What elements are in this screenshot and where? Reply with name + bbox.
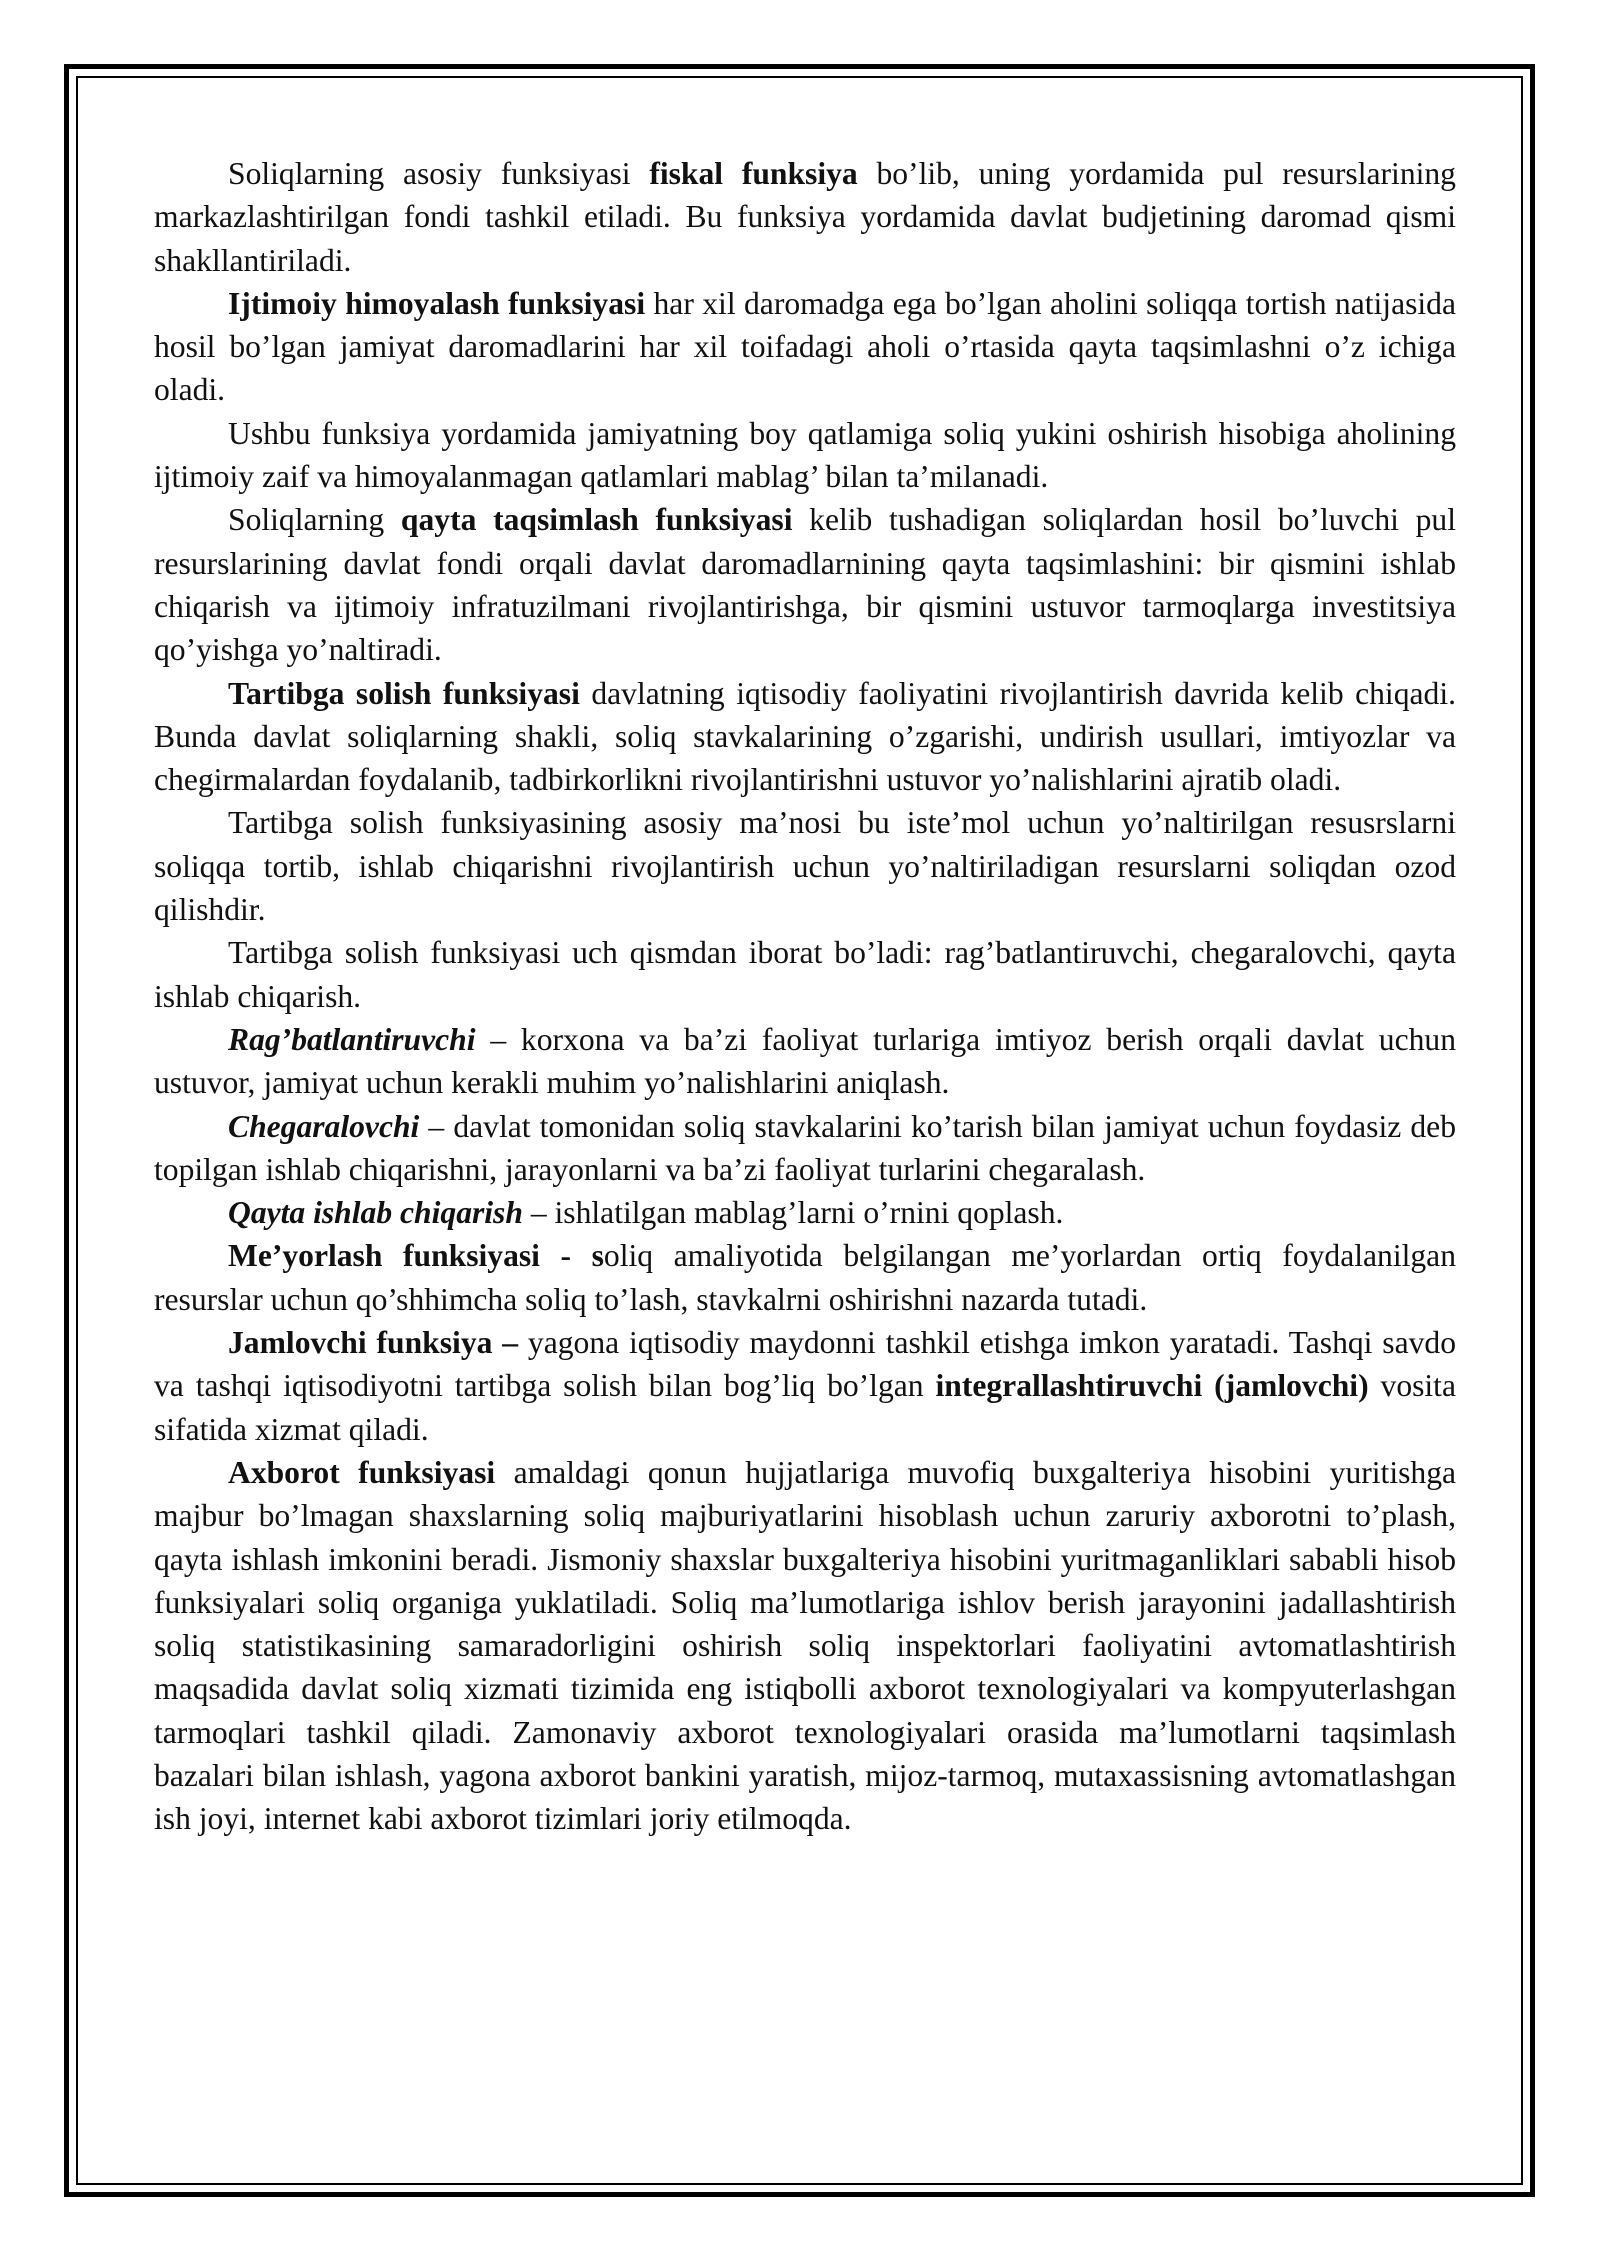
paragraph: [154, 152, 1456, 282]
paragraph: [154, 282, 1456, 412]
text-run: Soliqlarning: [228, 502, 401, 538]
bold-term: integrallashtiruvchi (jamlovchi): [935, 1368, 1369, 1404]
text-run: davlatning iqtisodiy faoliyatini rivojlantirish davrida kelib chiqadi. Bunda davlat soliqlarning shakli, soliq stavkalarining o’zgarishi, undirish usullari, imtiyozlar va chegirmalardan foydalanib, tadbirkorlikni rivojlantirishni ustuvor yo’nalishlarini ajratib oladi.: [154, 675, 1456, 798]
paragraph: [154, 412, 1456, 499]
bold-italic-term: Qayta ishlab chiqarish: [228, 1195, 523, 1231]
bold-term: Axborot funksiyasi: [228, 1454, 496, 1490]
paragraph: [154, 498, 1456, 671]
bold-italic-term: Chegaralovchi: [228, 1108, 420, 1144]
text-run: – davlat tomonidan soliq stavkalarini ko’tarish bilan jamiyat uchun foydasiz deb topilgan ishlab chiqarishni, jarayonlarni va ba’zi faoliyat turlarini chegaralash.: [154, 1108, 1456, 1187]
text-run: kelib tushadigan soliqlardan hosil bo’luvchi pul resurslarining davlat fondi orqali davlat daromadlarnining qayta taqsimlashini: bir qismini ishlab chiqarish va ijtimoiy infratuzilmani rivojlantirishga, bir qismini ustuvor tarmoqlarga investitsiya qo’yishga yo’naltiradi.: [154, 502, 1456, 668]
bold-italic-term: Rag’batlantiruvchi: [228, 1021, 476, 1057]
text-run: amaldagi qonun hujjatlariga muvofiq buxgalteriya hisobini yuritishga majbur bo’lmagan shaxslarning soliq majburiyatlarini hisoblash uchun zaruriy axborotni to’plash, qayta ishlash imkonini beradi. Jismoniy shaxslar buxgalteriya hisobini yuritmaganliklari sababli hisob funksiyalari soliq organiga yuklatiladi. Soliq ma’lumotlariga ishlov berish jarayonini jadallashtirish soliq statistikasining samaradorligini oshirish soliq inspektorlari faoliyatini avtomatlashtirish maqsadida davlat soliq xizmati tizimida eng istiqbolli axborot texnologiyalari va kompyuterlashgan tarmoqlari tashkil qiladi. Zamonaviy axborot texnologiyalari orasida ma’lumotlarni taqsimlash bazalari bilan ishlash, yagona axborot bankini yaratish, mijoz-tarmoq, mutaxassisning avtomatlashgan ish joyi, internet kabi axborot tizimlari joriy etilmoqda.: [154, 1454, 1457, 1837]
bold-term: fiskal funksiya: [649, 156, 858, 191]
paragraph: [154, 1234, 1456, 1321]
bold-term: Me’yorlash funksiyasi - s: [228, 1238, 604, 1274]
paragraph: [154, 1105, 1456, 1192]
paragraph: [154, 1321, 1456, 1451]
text-run: bo’lib, uning yordamida pul resurslarining markazlashtirilgan fondi tashkil etiladi. Bu funksiya yordamida davlat budjetining daromad qismi shakllantiriladi.: [154, 156, 1456, 278]
text-run: vosita sifatida xizmat qiladi.: [154, 1368, 1456, 1447]
text-run: Tartibga solish funksiyasi uch qismdan iborat bo’ladi: rag’batlantiruvchi, chegaralovchi, qayta ishlab chiqarish.: [154, 935, 1456, 1014]
document-body: [154, 152, 1456, 1841]
text-run: har xil daromadga ega bo’lgan aholini soliqqa tortish natijasida hosil bo’lgan jamiyat daromadlarini har xil toifadagi aholi o’rtasida qayta taqsimlashni o’z ichiga oladi.: [154, 285, 1456, 408]
text-run: oliq amaliyotida belgilangan me’yorlardan ortiq foydalanilgan resurslar uchun qo’shhimcha soliq to’lash, stavkalrni oshirishni nazarda tutadi.: [154, 1238, 1456, 1317]
bold-term: Jamlovchi funksiya –: [228, 1325, 519, 1361]
text-run: Ushbu funksiya yordamida jamiyatning boy qatlamiga soliq yukini oshirish hisobiga aholining ijtimoiy zaif va himoyalanmagan qatlamlari mablag’ bilan ta’milanadi.: [154, 415, 1456, 495]
paragraph: [154, 672, 1456, 802]
text-run: – korxona va ba’zi faoliyat turlariga imtiyoz berish orqali davlat uchun ustuvor, jamiyat uchun kerakli muhim yo’nalishlarini aniqlash.: [154, 1021, 1456, 1101]
bold-term: Ijtimoiy himoyalash funksiyasi: [228, 285, 646, 321]
paragraph: [154, 931, 1456, 1018]
text-run: yagona iqtisodiy maydonni tashkil etishga imkon yaratadi. Tashqi savdo va tashqi iqtisodiyotni tartibga solish bilan bog’liq bo’lgan: [154, 1325, 1457, 1404]
paragraph: [154, 801, 1456, 931]
text-run: – ishlatilgan mablag’larni o’rnini qoplash.: [522, 1195, 1064, 1231]
paragraph: [154, 1018, 1456, 1105]
bold-term: qayta taqsimlash funksiyasi: [400, 502, 793, 538]
bold-term: Tartibga solish funksiyasi: [228, 675, 580, 711]
text-run: Tartibga solish funksiyasining asosiy ma’nosi bu iste’mol uchun yo’naltirilgan resusrslarni soliqqa tortib, ishlab chiqarishni rivojlantirish uchun yo’naltiriladigan resurslarni soliqdan ozod qilishdir.: [154, 805, 1456, 928]
paragraph: [154, 1451, 1456, 1841]
text-run: Soliqlarning asosiy funksiyasi: [228, 156, 650, 191]
paragraph: [154, 1191, 1456, 1234]
